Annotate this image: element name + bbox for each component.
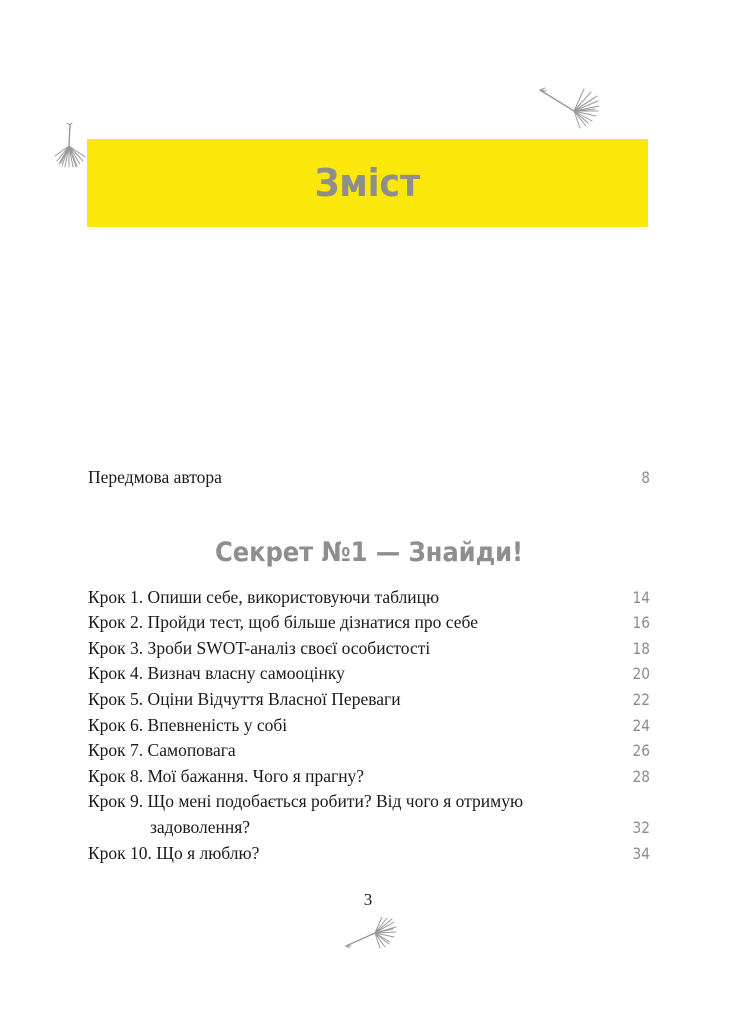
table-of-contents (88, 465, 650, 866)
toc-entry-step-10[interactable] (88, 841, 650, 867)
toc-entry-step-6[interactable] (88, 713, 650, 739)
toc-entry-title: Крок 2. Пройди тест, щоб більше дізнатися про себе (88, 612, 478, 633)
toc-entry-title (88, 789, 616, 840)
toc-entry-page-number: 22 (632, 689, 650, 709)
toc-entry-title: Крок 4. Визнач власну самооцінку (88, 663, 345, 684)
toc-entry-page-number: 34 (632, 843, 650, 863)
toc-entry-page-number: 16 (632, 613, 650, 633)
toc-entry-page-number: 14 (632, 587, 650, 607)
toc-entry-title: Крок 1. Опиши себе, використовуючи таблицю (88, 586, 440, 607)
page-title-banner (87, 139, 648, 227)
toc-entry-title: Крок 3. Зроби SWOT-аналіз своєї особистості (88, 637, 431, 658)
toc-entry-title: Крок 10. Що я люблю? (88, 842, 260, 863)
toc-entry-step-7[interactable] (88, 738, 650, 764)
toc-entry-title-line-1: Крок 9. Що мені подобається робити? Від чого я отримую (88, 791, 524, 812)
toc-entry-page-number: 26 (632, 741, 650, 761)
toc-entry-step-4[interactable] (88, 661, 650, 687)
toc-entry-title: Крок 8. Мої бажання. Чого я прагну? (88, 765, 365, 786)
toc-entry-step-9[interactable] (88, 789, 650, 840)
toc-entry-step-8[interactable] (88, 764, 650, 790)
page-title: Зміст (314, 161, 421, 205)
dandelion-seed-icon (54, 122, 88, 173)
toc-entry-page-number: 24 (632, 715, 650, 735)
toc-entry-page-number: 28 (632, 766, 650, 786)
toc-entry-page-number: 20 (632, 664, 650, 684)
dandelion-seed-icon (342, 917, 398, 958)
toc-entry-page-number: 32 (632, 817, 650, 837)
toc-section-heading: Секрет №1 — Знайди! (214, 536, 524, 568)
page-folio-number: 3 (363, 890, 373, 909)
toc-entry-page-number: 18 (632, 638, 650, 658)
toc-entry-title: Крок 7. Самоповага (88, 740, 236, 761)
toc-entry-step-1[interactable] (88, 585, 650, 611)
toc-entry-title: Крок 5. Оціни Відчуття Власної Переваги (88, 688, 401, 709)
toc-entry-preface[interactable] (88, 465, 650, 491)
toc-entry-step-2[interactable] (88, 610, 650, 636)
toc-entry-step-5[interactable] (88, 687, 650, 713)
toc-entry-title: Передмова автора (88, 467, 222, 487)
toc-entry-title: Крок 6. Впевненість у собі (88, 714, 288, 735)
toc-entry-page-number: 8 (641, 468, 650, 487)
toc-entry-title-line-2: задоволення? (150, 816, 251, 837)
dandelion-seed-icon (534, 78, 604, 135)
toc-entry-step-3[interactable] (88, 636, 650, 662)
